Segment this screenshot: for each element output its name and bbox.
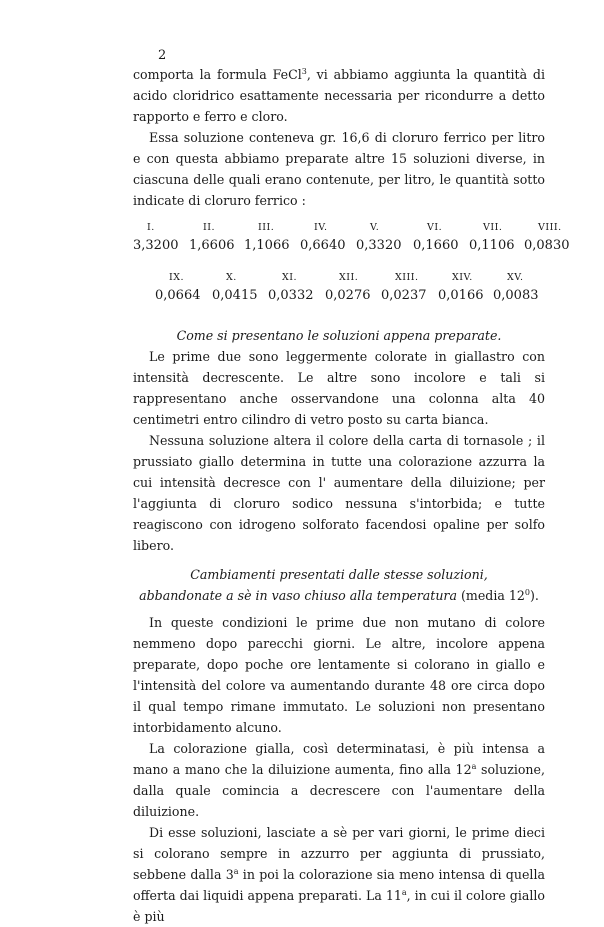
concentration-value: 0,0166 [438,288,484,303]
paragraph-5: In queste condizioni le prime due non mutano di colore nemmeno dopo parecchi giorni. Le altre, incolore appena preparate, dopo poche ore lentamente si colorano in giallo e l'intensità del colore va aumentando durante 48 ore circa dopo il qual tempo rimane immutato. Le soluzioni non presentano intorbidamento alcuno. [133,615,545,735]
concentration-value: 0,1660 [413,238,459,253]
paragraph-7 [133,822,545,927]
roman-numeral: XIV. [452,272,473,283]
concentration-value: 0,1106 [469,238,515,253]
paragraph-4: Nessuna soluzione altera il colore della carta di tornasole ; il prussiato giallo determina in tutte una colorazione azzurra la cui intensità decresce con l' aumentare della diluizione; per l'aggiunta di cloruro sodico nessuna s'intorbida; e tutte reagiscono con idrogeno solforato facendosi opaline per solfo libero. [133,433,545,553]
caption-2-upright-b: ). [530,588,539,603]
concentration-value: 0,0083 [493,288,539,303]
concentration-value: 0,0332 [268,288,314,303]
caption-2-upright-a: (media 12 [456,588,525,603]
paragraph-2: Essa soluzione conteneva gr. 16,6 di cloruro ferrico per litro e con questa abbiamo preparate altre 15 soluzioni diverse, in ciascuna delle quali erano contenute, per litro, le quantità sotto indicate di cloruro ferrico : [133,130,545,208]
p1-text-a: comporta la formula FeCl [133,67,302,82]
roman-numeral: XII. [339,272,359,283]
roman-numeral: V. [370,222,380,233]
concentration-value: 0,0664 [155,288,201,303]
concentration-value: 1,1066 [244,238,290,253]
roman-numeral: II. [203,222,216,233]
roman-numeral: IX. [169,272,185,283]
concentration-value: 1,6606 [189,238,235,253]
caption-2-italic: abbandonate a sè in vaso chiuso alla temperatura [139,588,457,603]
p7-text-c: , in cui il colore giallo è più [133,888,545,924]
section-caption-1: Come si presentano le soluzioni appena preparate. [176,328,502,343]
roman-numeral: XI. [282,272,298,283]
roman-numeral: XIII. [395,272,419,283]
roman-numeral: XV. [507,272,524,283]
roman-numeral: VIII. [538,222,562,233]
p6-text-b: soluzione, dalla quale comincia a decrescere con l'aumentare della diluizione. [133,762,546,819]
page-number: 2 [158,48,167,63]
paragraph-1 [133,64,545,127]
concentration-value: 0,3320 [356,238,402,253]
concentration-value: 0,0237 [381,288,427,303]
concentration-table [133,217,570,315]
p7-sup-1: a [233,866,239,876]
roman-numeral: VII. [483,222,503,233]
paragraph-3: Le prime due sono leggermente colorate in giallastro con intensità decrescente. Le altre sono incolore e tali si rappresentano anche osservandone una colonna alta 40 centimetri entro cilindro di vetro posto su carta bianca. [133,349,545,427]
concentration-value: 0,0830 [524,238,570,253]
section-caption-2-line-2 [133,585,545,606]
p6-text-a: La colorazione gialla, così determinatasi, è più intensa a mano a mano che la diluizione aumenta, fino alla 12 [133,741,545,777]
section-caption-2-line-1: Cambiamenti presentati dalle stesse soluzioni, [190,567,488,582]
paragraph-6 [133,738,545,822]
text-body [133,64,570,927]
caption-2-sup: 0 [524,587,530,597]
p7-text-b: in poi la colorazione sia meno intensa di quella offerta dai liquidi appena preparati. La 11 [133,867,545,903]
concentration-value: 0,6640 [300,238,346,253]
roman-numeral: X. [226,272,237,283]
roman-numeral: I. [147,222,155,233]
concentration-value: 0,0276 [325,288,371,303]
concentration-value: 3,3200 [133,238,179,253]
p1-sup: 3 [301,66,307,76]
p6-sup: a [471,761,477,771]
roman-numeral: IV. [314,222,328,233]
roman-numeral: III. [258,222,275,233]
p1-text-b: , vi abbiamo aggiunta la quantità di acido cloridrico esattamente necessaria per ricondurre a detto rapporto e ferro e cloro. [133,67,546,124]
p7-sup-2: a [401,887,407,897]
roman-numeral: VI. [427,222,443,233]
concentration-value: 0,0415 [212,288,258,303]
p7-text-a: Di esse soluzioni, lasciate a sè per vari giorni, le prime dieci si colorano sempre in azzurro per aggiunta di prussiato, sebbene dalla 3 [133,825,545,882]
